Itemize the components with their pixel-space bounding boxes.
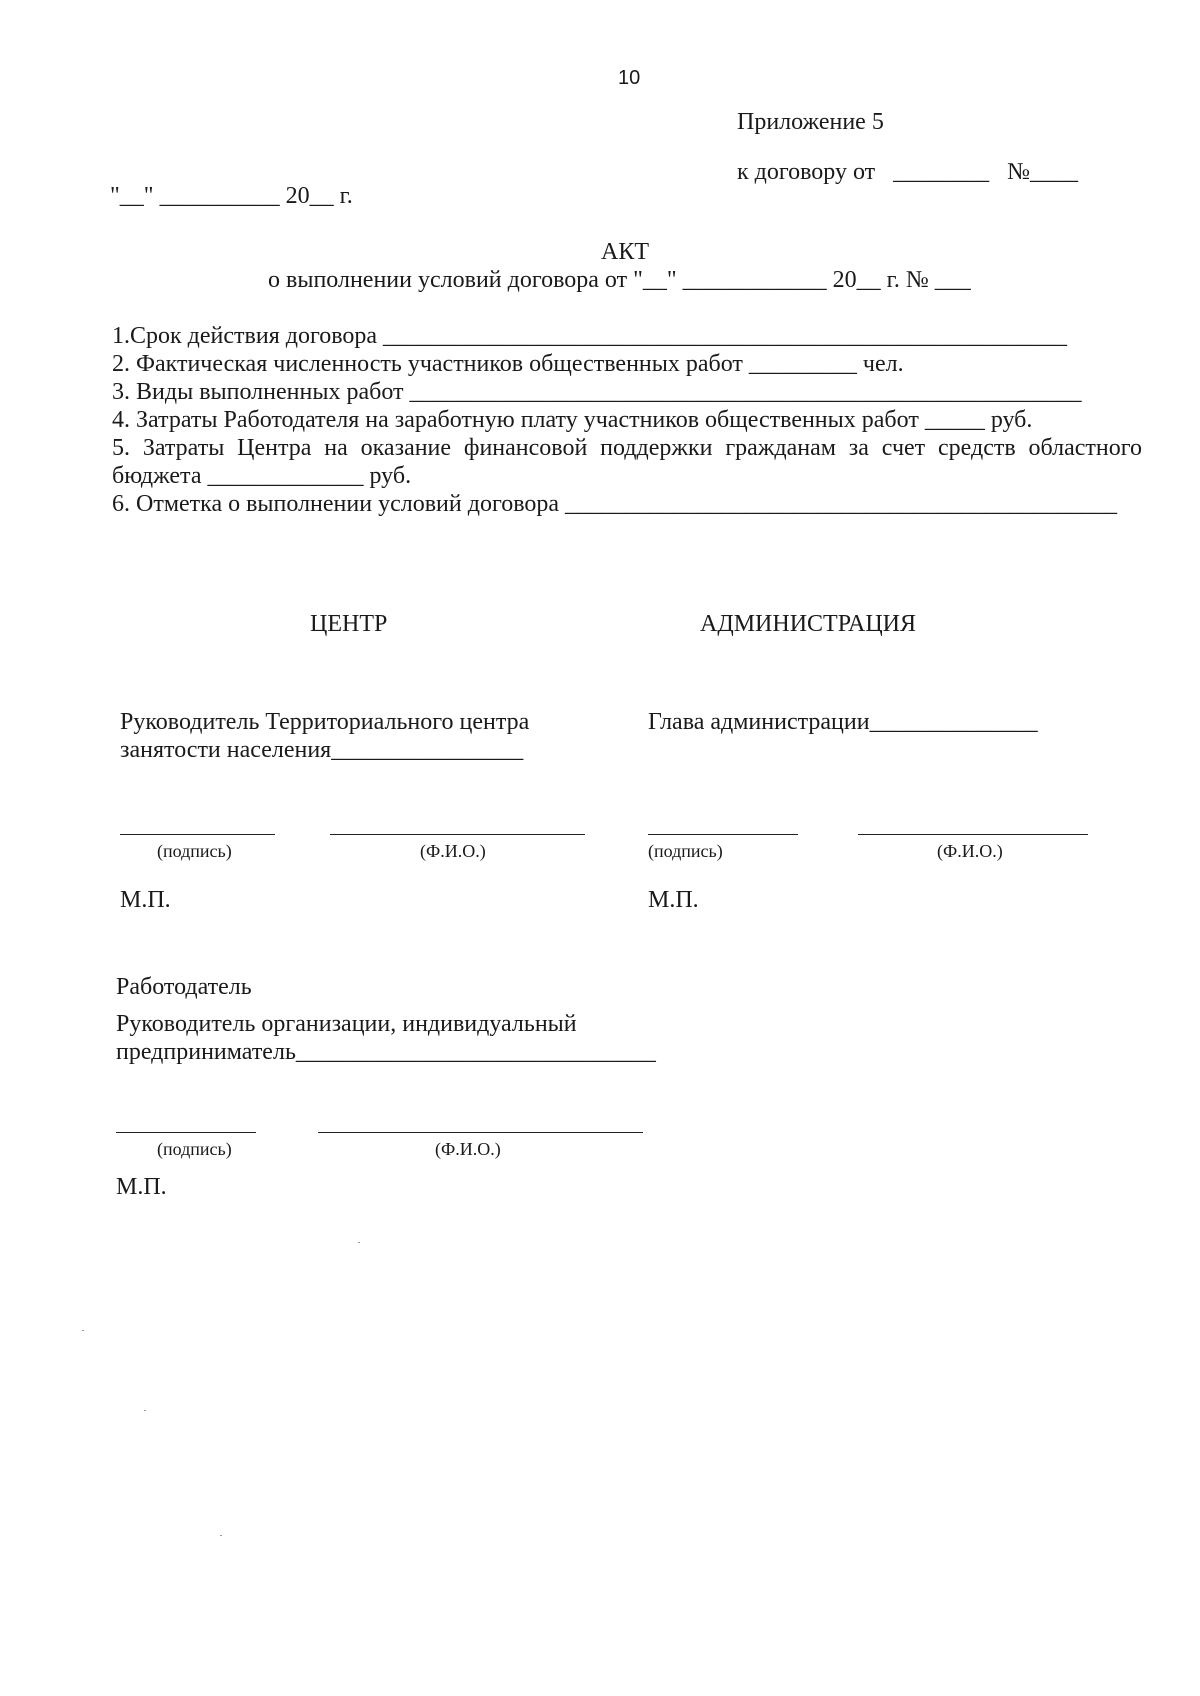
document-date: "__" __________ 20__ г. [110,183,353,209]
item-employer-costs: 4. Затраты Работодателя на заработную плату участников общественных работ _____ руб. [112,407,1033,433]
center-name-line [330,834,585,835]
item-contract-term: 1.Срок действия договора _________________________________________________________ [112,323,1068,349]
employer-name-caption: (Ф.И.О.) [435,1139,501,1159]
employer-name-line [318,1132,643,1133]
center-heading: ЦЕНТР [310,611,388,637]
employer-role-line1: Руководитель организации, индивидуальный [116,1011,577,1037]
administration-role-line1: Глава администрации______________ [648,709,1038,735]
item-work-types: 3. Виды выполненных работ ________________________________________________________ [112,379,1082,405]
center-stamp: М.П. [120,887,171,913]
page-number: 10 [618,67,641,89]
administration-signature-line [648,834,798,835]
scan-speck [358,1242,360,1243]
contract-reference: к договору от ________ №____ [737,159,1079,185]
administration-stamp: М.П. [648,887,699,913]
center-signature-line [120,834,275,835]
item-completion-mark: 6. Отметка о выполнении условий договора ______________________________________________ [112,491,1118,517]
scan-speck [220,1535,222,1536]
administration-name-line [858,834,1088,835]
item-center-costs-line2: бюджета _____________ руб. [112,463,412,489]
employer-heading: Работодатель [116,974,252,1000]
scan-speck [144,1410,146,1411]
center-role-line1: Руководитель Территориального центра [120,709,530,735]
scan-speck [82,1330,84,1331]
act-subtitle: о выполнении условий договора от "__" ____________ 20__ г. № ___ [268,267,971,293]
item-center-costs-line1: 5. Затраты Центра на оказание финансовой поддержки гражданам за счет средств областного [112,435,1142,461]
administration-signature-caption: (подпись) [648,841,723,861]
center-name-caption: (Ф.И.О.) [420,841,486,861]
employer-stamp: М.П. [116,1174,167,1200]
item-participants-count: 2. Фактическая численность участников общественных работ _________ чел. [112,351,904,377]
appendix-label: Приложение 5 [737,109,884,135]
act-title: АКТ [601,239,649,265]
employer-role-line2: предприниматель______________________________ [116,1039,656,1065]
administration-heading: АДМИНИСТРАЦИЯ [700,611,916,637]
center-role-line2: занятости населения________________ [120,737,524,763]
administration-name-caption: (Ф.И.О.) [937,841,1003,861]
center-signature-caption: (подпись) [157,841,232,861]
employer-signature-caption: (подпись) [157,1139,232,1159]
employer-signature-line [116,1132,256,1133]
